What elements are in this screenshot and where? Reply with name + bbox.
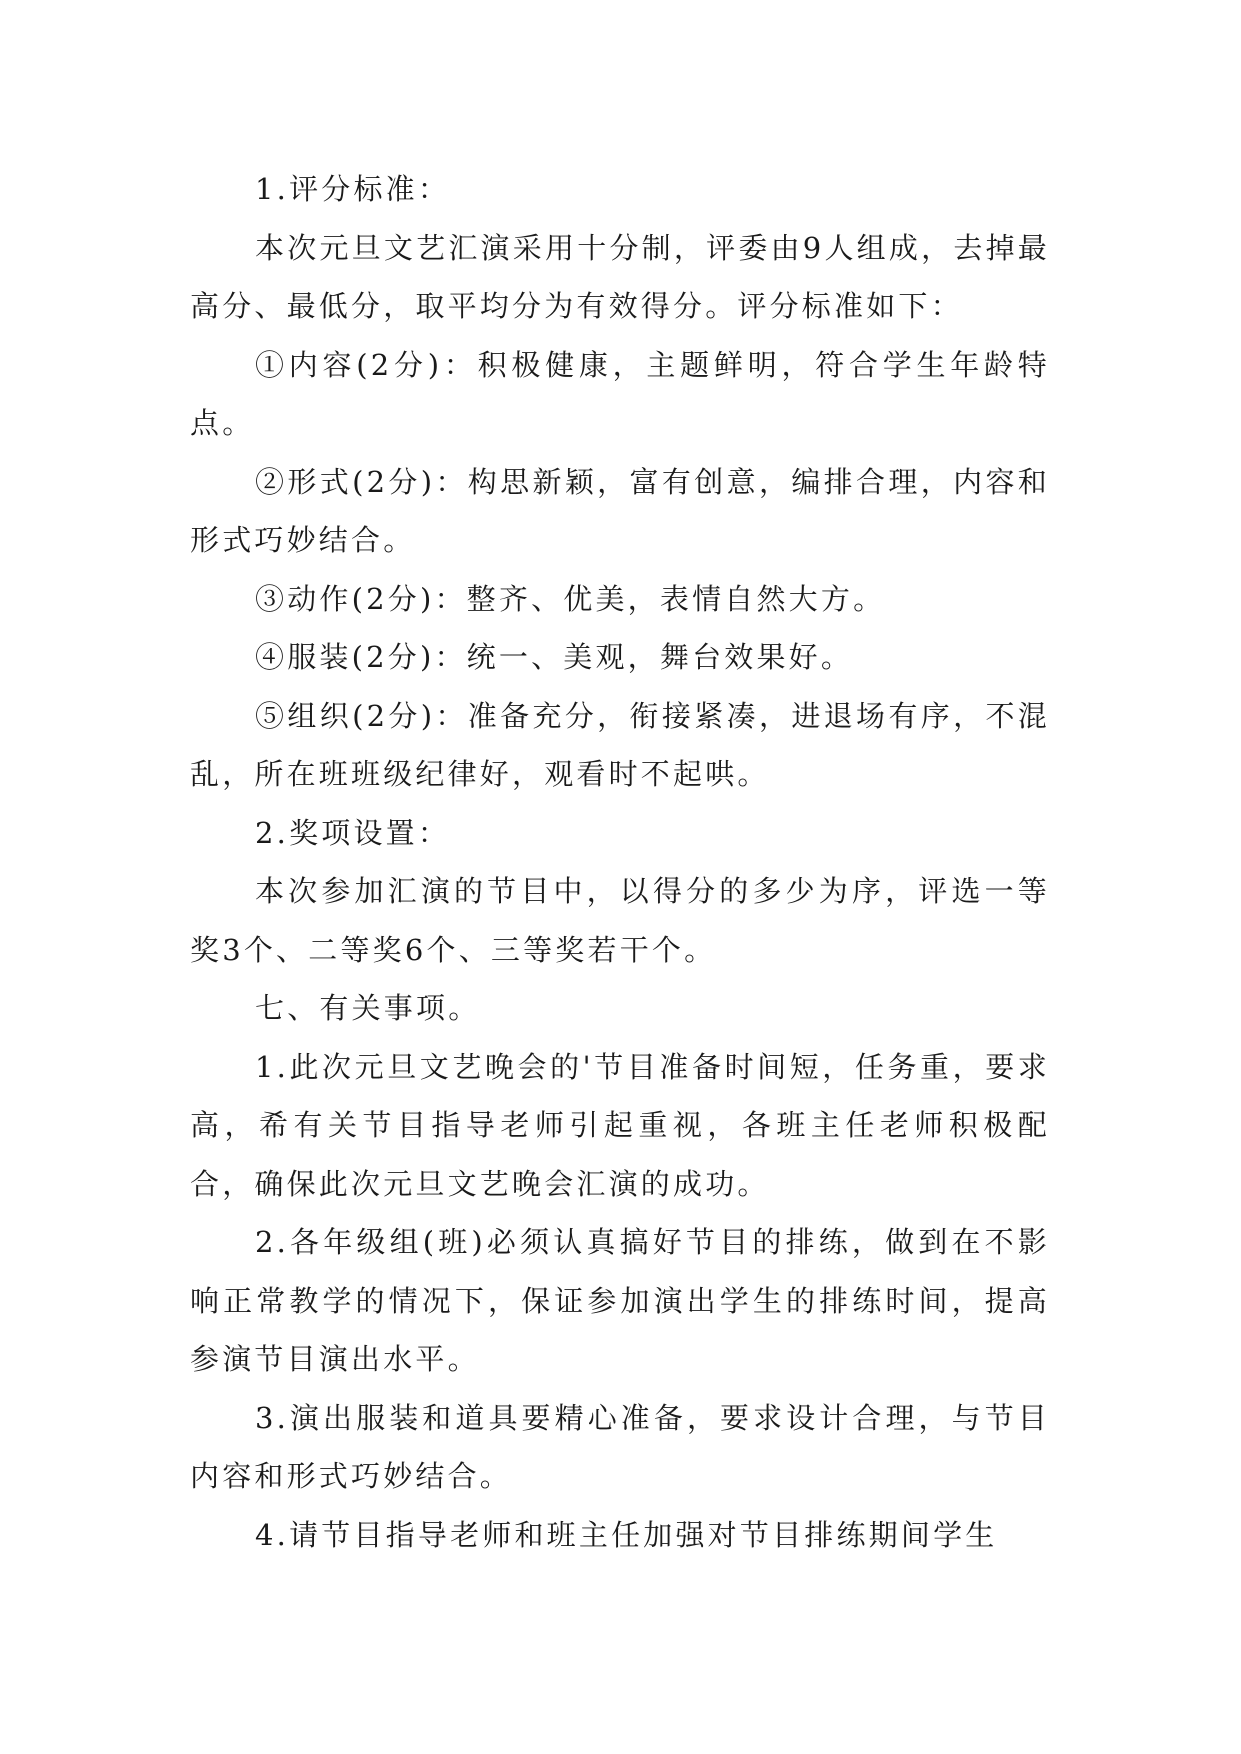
- document-body: [190, 160, 1050, 1564]
- criterion-costume: ④服装(2分)：统一、美观，舞台效果好。: [255, 640, 854, 674]
- paragraph-awards: 本次参加汇演的节目中，以得分的多少为序，评选一等奖3个、二等奖6个、三等奖若干个。: [190, 874, 1050, 967]
- paragraph-scoring-intro: 本次元旦文艺汇演采用十分制，评委由9人组成，去掉最高分、最低分，取平均分为有效得分。评分标准如下：: [190, 230, 1050, 323]
- criterion-form: ②形式(2分)：构思新颖，富有创意，编排合理，内容和形式巧妙结合。: [190, 464, 1050, 557]
- matter-item-3: 3.演出服装和道具要精心准备，要求设计合理，与节目内容和形式巧妙结合。: [190, 1400, 1050, 1493]
- section-heading-scoring: 1.评分标准：: [255, 172, 451, 206]
- matter-item-2: 2.各年级组(班)必须认真搞好节目的排练，做到在不影响正常教学的情况下，保证参加演出学生的排练时间，提高参演节目演出水平。: [190, 1225, 1050, 1376]
- matter-item-1: 1.此次元旦文艺晚会的'节目准备时间短，任务重，要求高，希有关节目指导老师引起重视，各班主任老师积极配合，确保此次元旦文艺晚会汇演的成功。: [190, 1049, 1050, 1201]
- criterion-content: ①内容(2分)：积极健康，主题鲜明，符合学生年龄特点。: [190, 347, 1050, 440]
- matter-item-4: 4.请节目指导老师和班主任加强对节目排练期间学生: [255, 1517, 998, 1552]
- section-heading-matters: 七、有关事项。: [255, 991, 481, 1025]
- criterion-movement: ③动作(2分)：整齐、优美，表情自然大方。: [255, 581, 886, 616]
- section-heading-awards: 2.奖项设置：: [255, 815, 451, 850]
- criterion-organization: ⑤组织(2分)：准备充分，衔接紧凑，进退场有序，不混乱，所在班班级纪律好，观看时不起哄。: [190, 698, 1050, 791]
